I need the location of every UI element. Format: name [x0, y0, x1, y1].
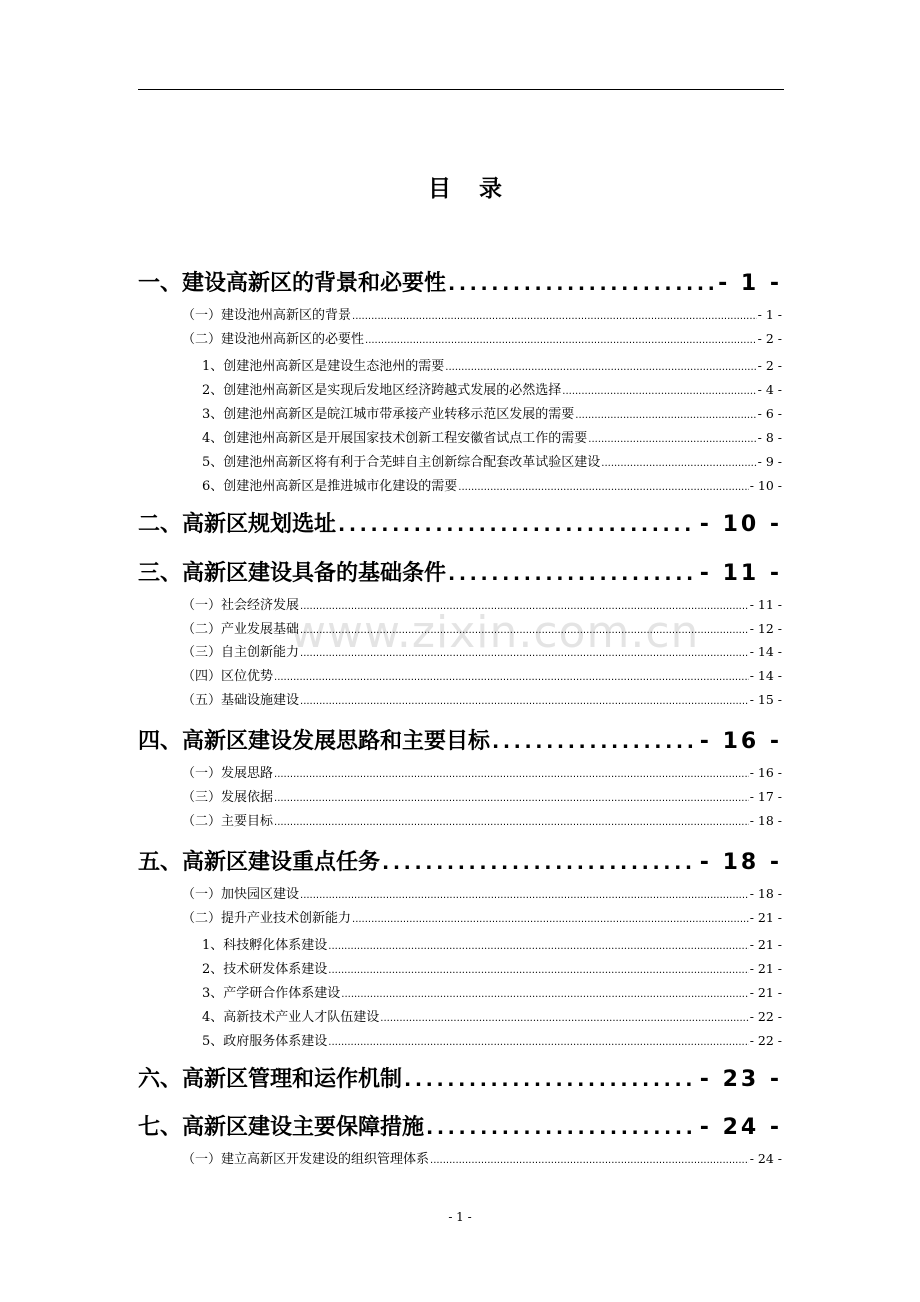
- toc-entry-level-1[interactable]: [138, 266, 782, 296]
- toc-entry-title: （二）提升产业技术创新能力: [182, 911, 352, 926]
- toc-page-number: - 18 -: [749, 813, 782, 828]
- toc-entry-title: （二）产业发展基础: [182, 622, 300, 637]
- toc-entry-title: 五、高新区建设重点任务: [138, 850, 381, 875]
- toc-page-number: - 14 -: [749, 668, 782, 683]
- toc-entry-title: 6、创建池州高新区是推进城市化建设的需要: [202, 479, 458, 494]
- toc-page-number: - 10 -: [749, 478, 782, 493]
- toc-dot-leader: [492, 731, 696, 753]
- toc-entry-title: （一）建立高新区开发建设的组织管理体系: [182, 1152, 430, 1167]
- toc-dot-leader: [562, 386, 756, 397]
- toc-entry-level-3[interactable]: [202, 1006, 782, 1024]
- toc-entry-level-2[interactable]: [182, 689, 782, 707]
- toc-page-number: - 1 -: [757, 307, 782, 322]
- toc-dot-leader: [448, 273, 714, 295]
- toc-entry-title: （一）社会经济发展: [182, 598, 300, 613]
- toc-page-number: - 11 -: [699, 561, 782, 586]
- toc-entry-title: 5、政府服务体系建设: [202, 1034, 328, 1049]
- toc-page-number: - 14 -: [749, 644, 782, 659]
- toc-dot-leader: [300, 696, 749, 707]
- toc-entry-level-1[interactable]: [138, 724, 782, 754]
- toc-entry-level-1[interactable]: [138, 556, 782, 586]
- toc-entry-title: 3、创建池州高新区是皖江城市带承接产业转移示范区发展的需要: [202, 407, 575, 422]
- toc-dot-leader: [341, 989, 748, 1000]
- toc-dot-leader: [380, 1013, 748, 1024]
- toc-dot-leader: [300, 648, 749, 659]
- toc-page-number: - 6 -: [757, 406, 782, 421]
- toc-entry-level-3[interactable]: [202, 475, 782, 493]
- toc-entry-level-3[interactable]: [202, 427, 782, 445]
- toc-entry-level-3[interactable]: [202, 379, 782, 397]
- toc-entry-level-2[interactable]: [182, 883, 782, 901]
- toc-dot-leader: [352, 914, 749, 925]
- toc-entry-level-2[interactable]: [182, 762, 782, 780]
- toc-dot-leader: [601, 458, 756, 469]
- toc-entry-level-1[interactable]: [138, 507, 782, 537]
- toc-entry-level-2[interactable]: [182, 618, 782, 636]
- toc-page-number: - 8 -: [757, 430, 782, 445]
- toc-entry-title: 4、创建池州高新区是开展国家技术创新工程安徽省试点工作的需要: [202, 431, 588, 446]
- toc-page-number: - 21 -: [749, 961, 782, 976]
- toc-page-number: - 22 -: [749, 1033, 782, 1048]
- toc-dot-leader: [328, 1037, 748, 1048]
- toc-page-number: - 24 -: [749, 1151, 782, 1166]
- toc-entry-title: 2、技术研发体系建设: [202, 962, 328, 977]
- toc-dot-leader: [445, 362, 756, 373]
- toc-dot-leader: [274, 793, 749, 804]
- page-number: - 1 -: [448, 1210, 472, 1224]
- toc-entry-title: （三）自主创新能力: [182, 645, 300, 660]
- toc-entry-title: （二）建设池州高新区的必要性: [182, 332, 365, 347]
- toc-entry-level-2[interactable]: [182, 1148, 782, 1166]
- toc-entry-level-2[interactable]: [182, 641, 782, 659]
- toc-dot-leader: [382, 852, 696, 874]
- toc-entry-level-1[interactable]: [138, 1110, 782, 1140]
- toc-page-number: - 4 -: [757, 382, 782, 397]
- toc-dot-leader: [575, 410, 756, 421]
- toc-entry-title: （一）发展思路: [182, 766, 274, 781]
- toc-dot-leader: [328, 941, 748, 952]
- toc-entry-level-2[interactable]: [182, 665, 782, 683]
- toc-entry-title: 二、高新区规划选址: [138, 512, 337, 537]
- toc-entry-title: （四）区位优势: [182, 669, 274, 684]
- watermark: www.zixin.com.cn: [290, 607, 700, 658]
- toc-entry-level-2[interactable]: [182, 328, 782, 346]
- toc-entry-level-2[interactable]: [182, 810, 782, 828]
- toc-dot-leader: [352, 311, 757, 322]
- toc-page-number: - 1 -: [718, 271, 782, 296]
- toc-entry-level-3[interactable]: [202, 982, 782, 1000]
- toc-page-number: - 23 -: [699, 1067, 782, 1092]
- toc-entry-level-1[interactable]: [138, 845, 782, 875]
- toc-dot-leader: [328, 965, 748, 976]
- toc-page-number: - 24 -: [699, 1115, 782, 1140]
- toc-page-number: - 21 -: [749, 937, 782, 952]
- toc-dot-leader: [300, 890, 749, 901]
- toc-page-number: - 2 -: [757, 358, 782, 373]
- toc-entry-title: （一）加快园区建设: [182, 887, 300, 902]
- toc-dot-leader: [274, 769, 749, 780]
- toc-entry-title: 四、高新区建设发展思路和主要目标: [138, 729, 491, 754]
- toc-entry-level-3[interactable]: [202, 355, 782, 373]
- toc-dot-leader: [448, 563, 696, 585]
- toc-entry-title: 七、高新区建设主要保障措施: [138, 1115, 425, 1140]
- page-title: 目 录: [427, 176, 512, 202]
- toc-entry-title: 2、创建池州高新区是实现后发地区经济跨越式发展的必然选择: [202, 383, 562, 398]
- toc-page-number: - 12 -: [749, 621, 782, 636]
- toc-dot-leader: [274, 672, 749, 683]
- toc-dot-leader: [430, 1155, 749, 1166]
- toc-dot-leader: [588, 434, 756, 445]
- toc-entry-title: （三）发展依据: [182, 790, 274, 805]
- toc-page-number: - 22 -: [749, 1009, 782, 1024]
- toc-entry-title: 3、产学研合作体系建设: [202, 986, 341, 1001]
- toc-entry-title: （二）主要目标: [182, 814, 274, 829]
- toc-page-number: - 15 -: [749, 692, 782, 707]
- toc-page-number: - 18 -: [749, 886, 782, 901]
- toc-page-number: - 17 -: [749, 789, 782, 804]
- toc-page-number: - 16 -: [699, 729, 782, 754]
- toc-page-number: - 16 -: [749, 765, 782, 780]
- toc-entry-level-3[interactable]: [202, 403, 782, 421]
- toc-dot-leader: [300, 625, 749, 636]
- toc-entry-level-3[interactable]: [202, 1030, 782, 1048]
- toc-dot-leader: [274, 817, 749, 828]
- toc-entry-title: 六、高新区管理和运作机制: [138, 1067, 403, 1092]
- toc-page-number: - 21 -: [749, 910, 782, 925]
- toc-dot-leader: [365, 335, 757, 346]
- toc-entry-title: 1、科技孵化体系建设: [202, 938, 328, 953]
- toc-page-number: - 9 -: [757, 454, 782, 469]
- toc-page-number: - 18 -: [699, 850, 782, 875]
- toc-entry-title: （五）基础设施建设: [182, 693, 300, 708]
- toc-entry-level-3[interactable]: [202, 451, 782, 469]
- toc-entry-level-2[interactable]: [182, 594, 782, 612]
- toc-entry-title: 4、高新技术产业人才队伍建设: [202, 1010, 380, 1025]
- toc-dot-leader: [404, 1069, 696, 1091]
- toc-entry-level-3[interactable]: [202, 934, 782, 952]
- toc-entry-level-2[interactable]: [182, 907, 782, 925]
- toc-dot-leader: [458, 482, 748, 493]
- toc-entry-title: （一）建设池州高新区的背景: [182, 308, 352, 323]
- toc-entry-title: 三、高新区建设具备的基础条件: [138, 561, 447, 586]
- toc-page-number: - 2 -: [757, 331, 782, 346]
- toc-page-number: - 10 -: [699, 512, 782, 537]
- toc-entry-level-2[interactable]: [182, 304, 782, 322]
- toc-page-number: - 21 -: [749, 985, 782, 1000]
- toc-dot-leader: [338, 514, 696, 536]
- toc-entry-title: 1、创建池州高新区是建设生态池州的需要: [202, 359, 445, 374]
- toc-dot-leader: [300, 601, 749, 612]
- toc-entry-title: 一、建设高新区的背景和必要性: [138, 271, 447, 296]
- toc-dot-leader: [426, 1117, 696, 1139]
- toc-entry-title: 5、创建池州高新区将有利于合芜蚌自主创新综合配套改革试验区建设: [202, 455, 601, 470]
- toc-entry-level-3[interactable]: [202, 958, 782, 976]
- toc-page-number: - 11 -: [749, 597, 782, 612]
- toc-entry-level-1[interactable]: [138, 1062, 782, 1092]
- toc-entry-level-2[interactable]: [182, 786, 782, 804]
